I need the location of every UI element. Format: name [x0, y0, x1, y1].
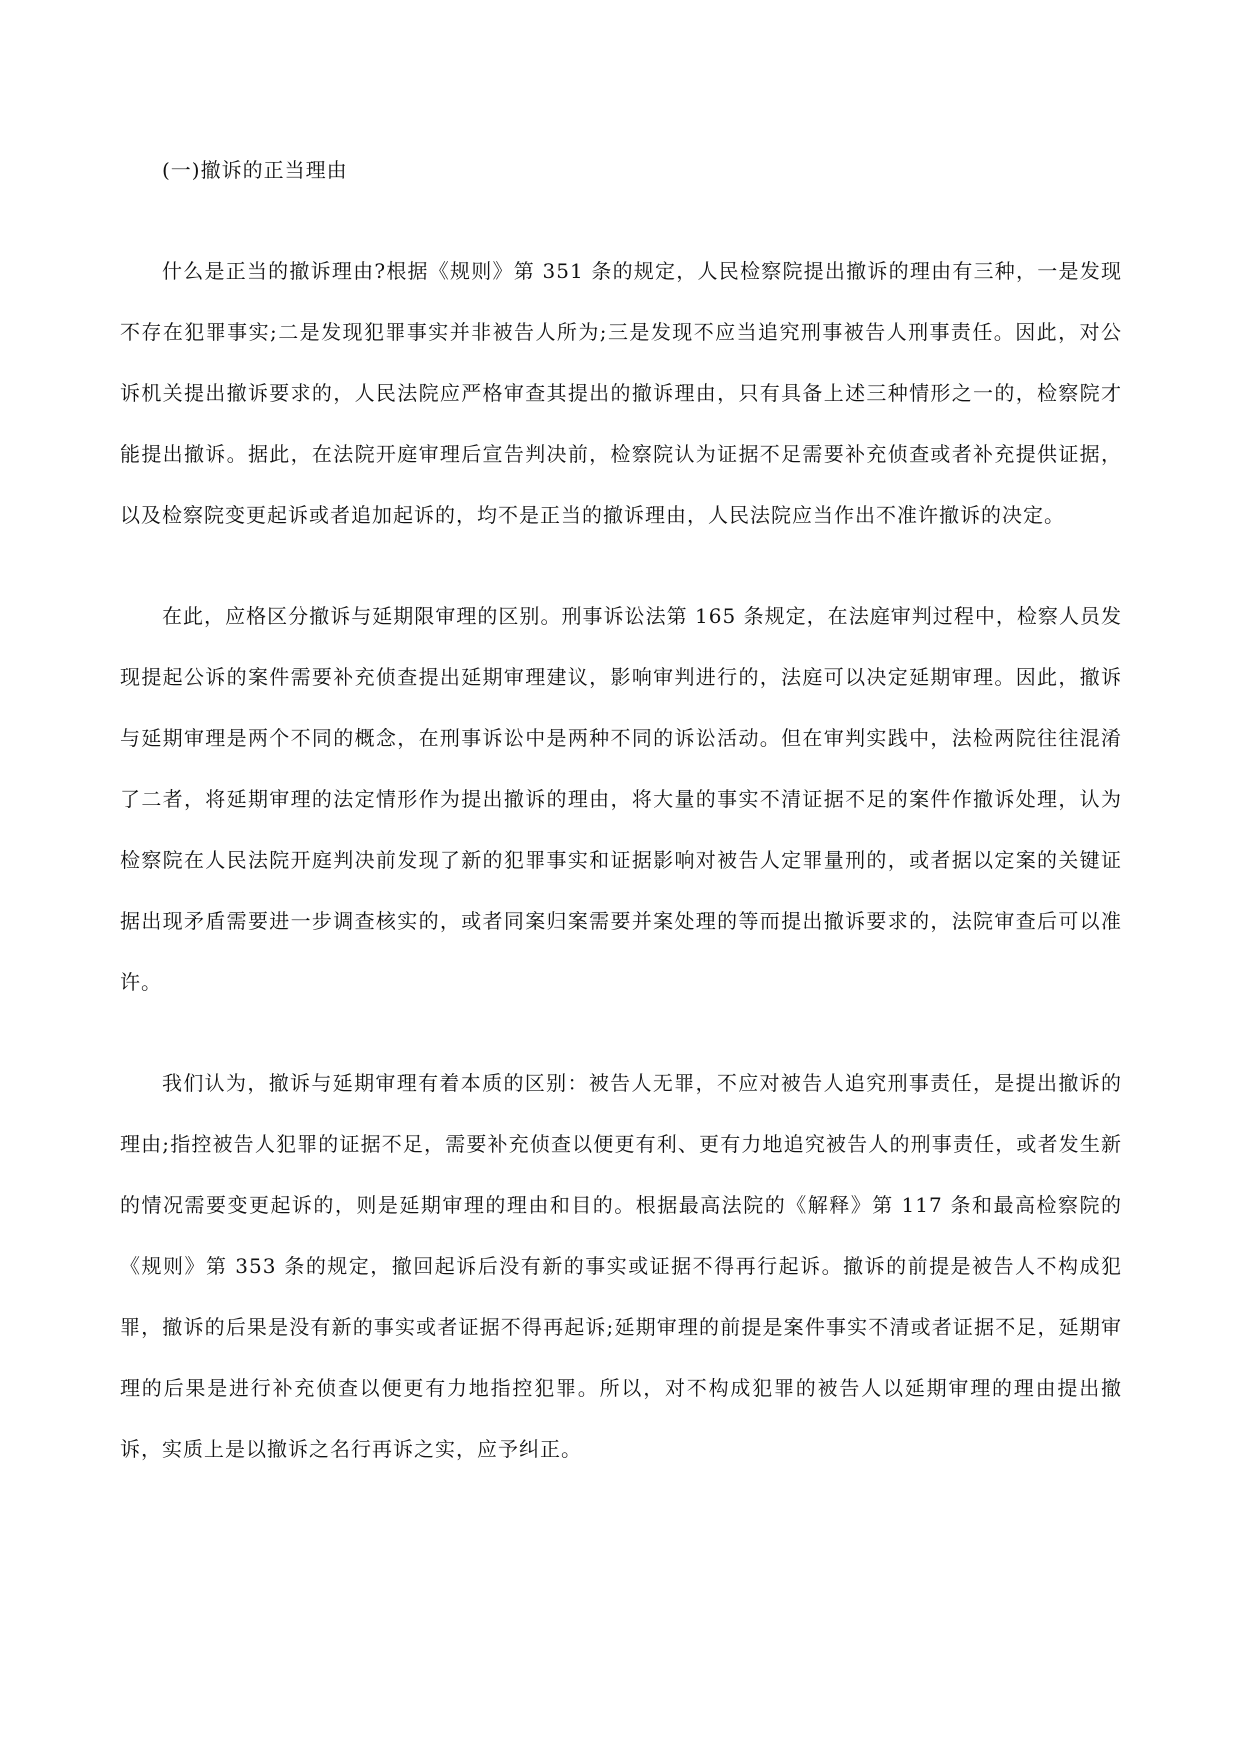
section-heading: (一)撤诉的正当理由: [162, 158, 348, 182]
document-body: [120, 140, 1122, 1520]
paragraph-postponement-distinction: 在此，应格区分撤诉与延期限审理的区别。刑事诉讼法第 165 条规定，在法庭审判过程中，检察人员发现提起公诉的案件需要补充侦查提出延期审理建议，影响审判进行的，法庭可以决定延期审理。因此，撤诉与延期审理是两个不同的概念，在刑事诉讼中是两种不同的诉讼活动。但在审判实践中，法检两院往往混淆了二者，将延期审理的法定情形作为提出撤诉的理由，将大量的事实不清证据不足的案件作撤诉处理，认为检察院在人民法院开庭判决前发现了新的犯罪事实和证据影响对被告人定罪量刑的，或者据以定案的关键证据出现矛盾需要进一步调查核实的，或者同案归案需要并案处理的等而提出撤诉要求的，法院审查后可以准许。: [120, 604, 1122, 994]
paragraph-legitimate-reasons: 什么是正当的撤诉理由?根据《规则》第 351 条的规定，人民检察院提出撤诉的理由有三种，一是发现不存在犯罪事实;二是发现犯罪事实并非被告人所为;三是发现不应当追究刑事被告人刑事责任。因此，对公诉机关提出撤诉要求的，人民法院应严格审查其提出的撤诉理由，只有具备上述三种情形之一的，检察院才能提出撤诉。据此，在法院开庭审理后宣告判决前，检察院认为证据不足需要补充侦查或者补充提供证据，以及检察院变更起诉或者追加起诉的，均不是正当的撤诉理由，人民法院应当作出不准许撤诉的决定。: [120, 259, 1122, 527]
paragraph-essential-difference: 我们认为，撤诉与延期审理有着本质的区别：被告人无罪，不应对被告人追究刑事责任，是提出撤诉的理由;指控被告人犯罪的证据不足，需要补充侦查以便更有利、更有力地追究被告人的刑事责任，或者发生新的情况需要变更起诉的，则是延期审理的理由和目的。根据最高法院的《解释》第 117 条和最高检察院的《规则》第 353 条的规定，撤回起诉后没有新的事实或证据不得再行起诉。撤诉的前提是被告人不构成犯罪，撤诉的后果是没有新的事实或者证据不得再起诉;延期审理的前提是案件事实不清或者证据不足，延期审理的后果是进行补充侦查以便更有力地指控犯罪。所以，对不构成犯罪的被告人以延期审理的理由提出撤诉，实质上是以撤诉之名行再诉之实，应予纠正。: [120, 1071, 1122, 1461]
